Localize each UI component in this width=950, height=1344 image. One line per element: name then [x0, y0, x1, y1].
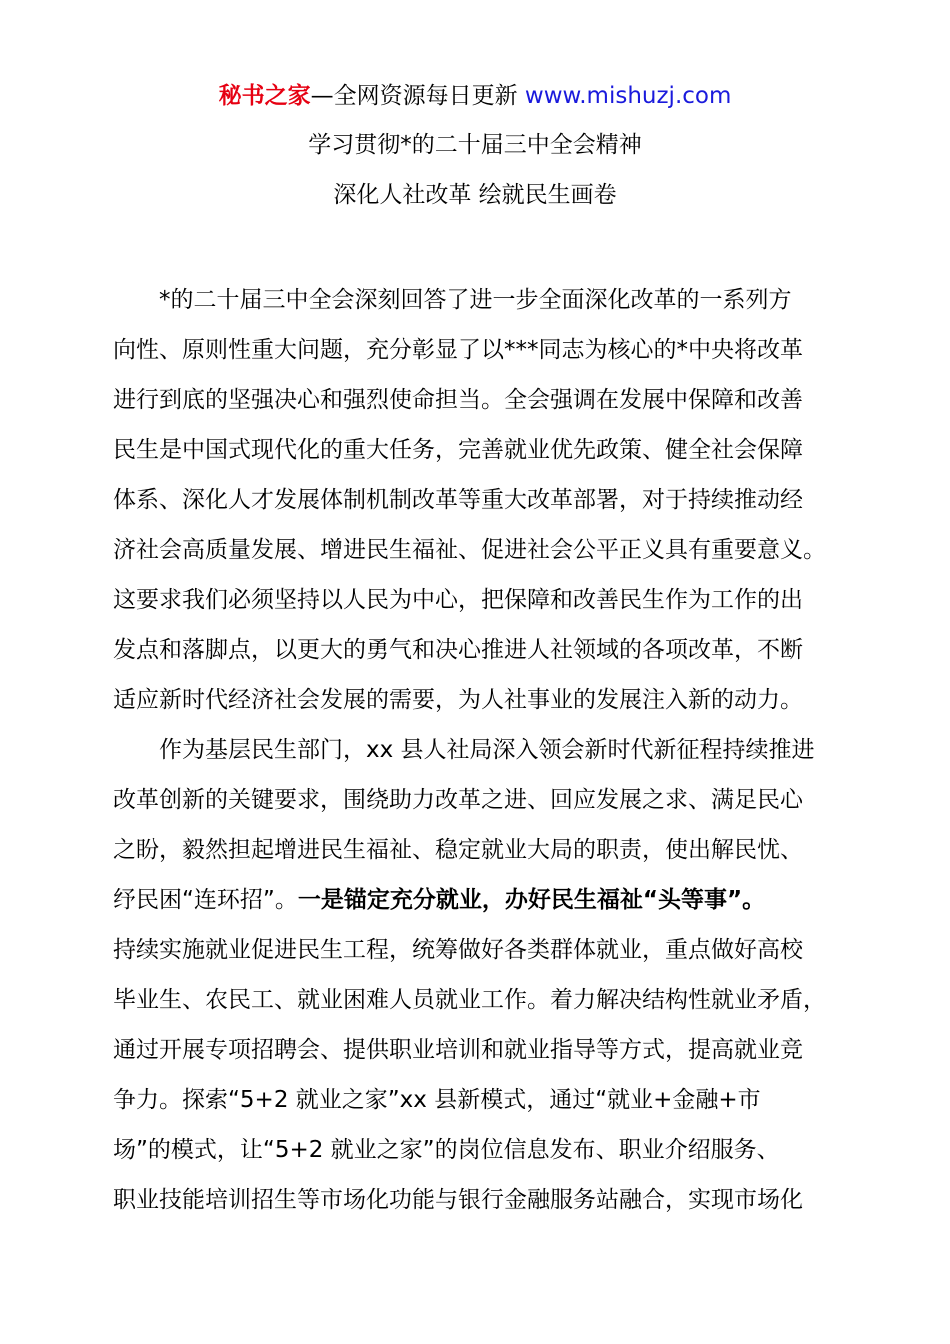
site-url-link[interactable]: www.mishuzj.com: [524, 83, 732, 109]
header-tagline: —全网资源每日更新: [310, 83, 525, 109]
body-line: 济社会高质量发展、增进民生福祉、促进社会公平正义具有重要意义。: [113, 537, 826, 563]
body-line: 职业技能培训招生等市场化功能与银行金融服务站融合，实现市场化: [113, 1187, 803, 1213]
body-line: 持续实施就业促进民生工程，统筹做好各类群体就业，重点做好高校: [113, 937, 803, 963]
body-line: 争力。探索“5+2 就业之家”xx 县新模式，通过“就业+金融+市: [113, 1087, 761, 1113]
body-line: 这要求我们必须坚持以人民为中心，把保障和改善民生作为工作的出: [113, 587, 803, 613]
body-line: 之盼，毅然担起增进民生福祉、稳定就业大局的职责，使出解民忧、: [113, 837, 803, 863]
body-line: 作为基层民生部门，xx 县人社局深入领会新时代新征程持续推进: [159, 737, 815, 763]
bold-lead-sentence: 一是锚定充分就业，办好民生福祉“头等事”。: [297, 887, 766, 913]
body-line-text: 纾民困“连环招”。: [113, 887, 298, 913]
body-line: 向性、原则性重大问题，充分彰显了以***同志为核心的*中央将改革: [113, 337, 803, 363]
brand-name: 秘书之家: [218, 83, 311, 109]
body-line: 适应新时代经济社会发展的需要，为人社事业的发展注入新的动力。: [113, 687, 803, 713]
body-line: 民生是中国式现代化的重大任务，完善就业优先政策、健全社会保障: [113, 437, 803, 463]
body-line: *的二十届三中全会深刻回答了进一步全面深化改革的一系列方: [159, 287, 792, 313]
body-line: 发点和落脚点，以更大的勇气和决心推进人社领域的各项改革，不断: [113, 637, 803, 663]
document-title-line-2: 深化人社改革 绘就民生画卷: [333, 182, 617, 208]
body-line: 进行到底的坚强决心和强烈使命担当。全会强调在发展中保障和改善: [113, 387, 803, 413]
body-line: 毕业生、农民工、就业困难人员就业工作。着力解决结构性就业矛盾，: [113, 987, 826, 1013]
body-line-with-bold: [113, 875, 863, 925]
body-line: 改革创新的关键要求，围绕助力改革之进、回应发展之求、满足民心: [113, 787, 803, 813]
site-header: [0, 80, 950, 112]
body-line: 通过开展专项招聘会、提供职业培训和就业指导等方式，提高就业竞: [113, 1037, 803, 1063]
document-title-line-1: 学习贯彻*的二十届三中全会精神: [308, 132, 642, 158]
body-line: 体系、深化人才发展体制机制改革等重大改革部署，对于持续推动经: [113, 487, 803, 513]
document-body: [113, 275, 863, 1225]
body-line: 场”的模式，让“5+2 就业之家”的岗位信息发布、职业介绍服务、: [113, 1137, 780, 1163]
